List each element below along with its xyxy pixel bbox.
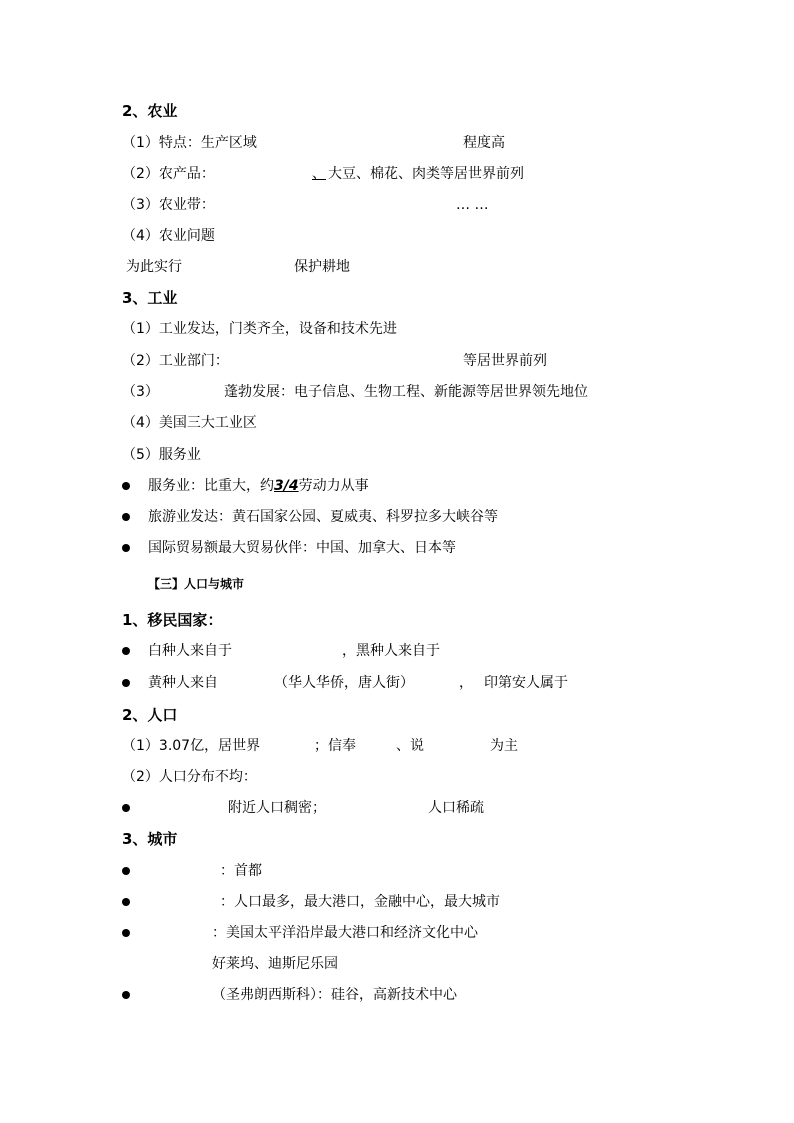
population-heading: 2、人口 xyxy=(122,706,178,724)
service-bullet-text xyxy=(148,477,369,495)
agri-feature-tail: 程度高 xyxy=(463,135,505,151)
agri-feature-label: （1）特点：生产区域 xyxy=(122,135,257,151)
bullet-icon xyxy=(122,804,130,812)
trade-bullet-text: 国际贸易额最大贸易伙伴：中国、加拿大、日本等 xyxy=(148,540,456,556)
industry-heading: 3、工业 xyxy=(122,289,178,307)
agri-problem-label: （4）农业问题 xyxy=(122,228,215,244)
agri-products-text: 大豆、棉花、肉类等居世界前列 xyxy=(328,166,524,182)
bullet-icon xyxy=(122,482,130,490)
section-three-heading: 【三】人口与城市 xyxy=(148,577,245,591)
city-largest-text: ：人口最多，最大港口，金融中心，最大城市 xyxy=(220,894,500,910)
bullet-icon xyxy=(122,929,130,937)
immigration-heading: 1、移民国家： xyxy=(122,611,223,629)
immigration-comma: ， xyxy=(459,675,473,691)
population-sparse-text: 人口稀疏 xyxy=(428,800,484,816)
agri-belt-label: （3）农业带： xyxy=(122,197,215,213)
service-text-b: 劳动力从事 xyxy=(298,478,369,494)
bullet-icon xyxy=(122,898,130,906)
cities-heading: 3、城市 xyxy=(122,830,178,848)
service-text-a: 服务业：比重大，约 xyxy=(148,478,274,494)
bullet-icon xyxy=(122,867,130,875)
industry-item-3-text: 蓬勃发展：电子信息、生物工程、新能源等居世界领先地位 xyxy=(224,384,588,400)
immigration-yellow-text: 黄种人来自 xyxy=(148,675,218,691)
city-pacific-port-sub: 好莱坞、迪斯尼乐园 xyxy=(212,956,338,972)
agri-policy-label: 为此实行 xyxy=(126,259,182,275)
tourism-bullet-text: 旅游业发达：黄石国家公园、夏威夷、科罗拉多大峡谷等 xyxy=(148,509,498,525)
industry-item-3-label: （3） xyxy=(122,384,159,400)
bullet-icon xyxy=(122,647,130,655)
immigration-chinese-note: （华人华侨，唐人街） xyxy=(274,675,414,691)
industry-item-1: （1）工业发达，门类齐全，设备和技术先进 xyxy=(122,321,397,337)
agri-belt-ellipsis: … … xyxy=(456,197,489,213)
bullet-icon xyxy=(122,991,130,999)
agri-products-label: （2）农产品： xyxy=(122,166,215,182)
population-item-1-c: 、说 xyxy=(396,738,424,754)
industry-sectors-tail: 等居世界前列 xyxy=(463,353,547,369)
population-dense-text: 附近人口稠密； xyxy=(228,800,326,816)
population-item-1-d: 为主 xyxy=(490,738,518,754)
bullet-icon xyxy=(122,679,130,687)
agri-products-comma: 、 xyxy=(312,166,326,182)
industry-item-5: （5）服务业 xyxy=(122,447,201,463)
population-item-2: （2）人口分布不均： xyxy=(122,769,257,785)
city-silicon-valley-text: （圣弗朗西斯科）：硅谷，高新技术中心 xyxy=(212,987,457,1003)
agri-policy-tail: 保护耕地 xyxy=(294,259,350,275)
bullet-icon xyxy=(122,544,130,552)
immigration-white-text: 白种人来自于 xyxy=(148,643,232,659)
city-capital-text: ：首都 xyxy=(220,863,262,879)
population-item-1-a: （1）3.07亿，居世界 xyxy=(122,738,261,754)
population-item-1-b: ；信奉 xyxy=(314,738,356,754)
agriculture-heading: 2、农业 xyxy=(122,102,178,120)
city-pacific-port-text: ：美国太平洋沿岸最大港口和经济文化中心 xyxy=(212,925,478,941)
industry-sectors-label: （2）工业部门： xyxy=(122,353,229,369)
immigration-native-text: 印第安人属于 xyxy=(484,675,568,691)
industry-item-4: （4）美国三大工业区 xyxy=(122,415,257,431)
bullet-icon xyxy=(122,513,130,521)
service-fraction: 3/4 xyxy=(274,478,299,494)
immigration-black-text: ，黑种人来自于 xyxy=(342,643,440,659)
